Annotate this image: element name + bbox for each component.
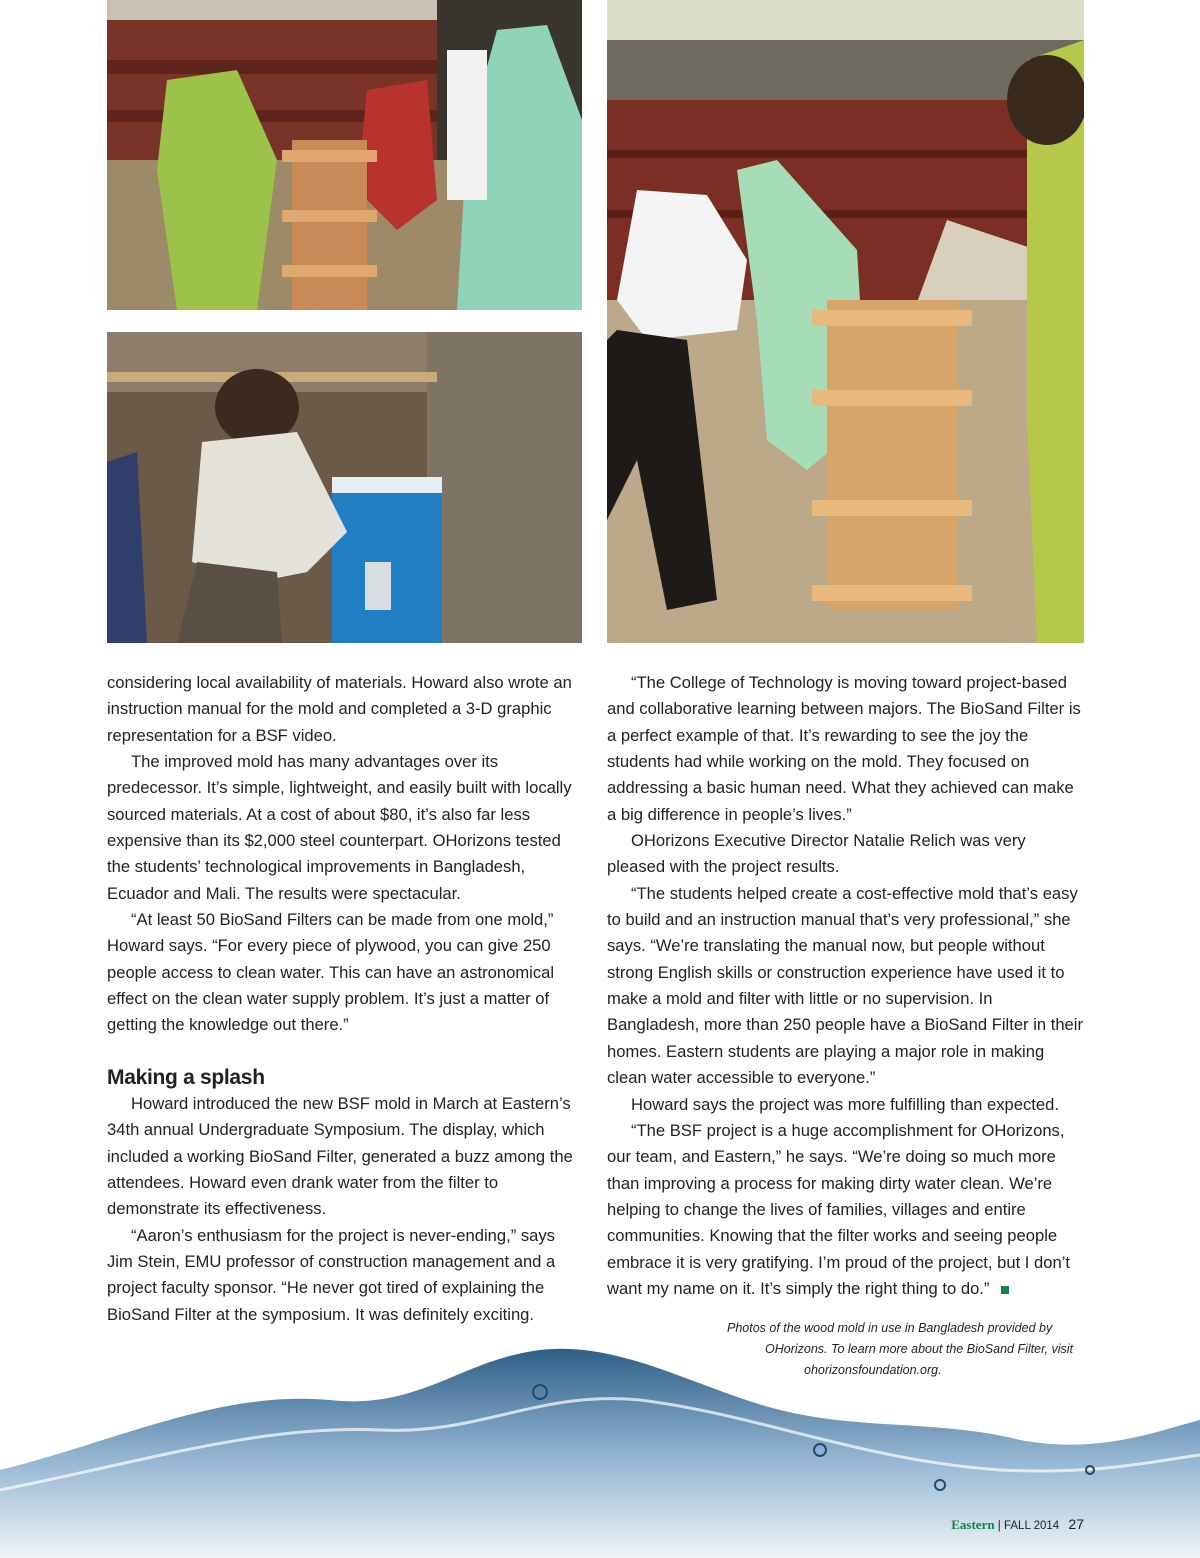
photo-top-left-image [107, 0, 582, 310]
right-paragraph-5 [607, 1118, 1087, 1302]
right-paragraph-4: Howard says the project was more fulfilling than expected. [631, 1094, 1059, 1114]
photo-bottom-left [107, 332, 582, 643]
left-paragraph-3: “At least 50 BioSand Filters can be made from one mold,” Howard says. “For every piece of plywood, you can give 250 people access to clean water. This can have an astronomical effect on the clean water supply problem. It’s just a matter of getting the knowledge out there.” [107, 910, 555, 1035]
right-column [607, 670, 1087, 1302]
left-paragraph-2: The improved mold has many advantages over its predecessor. It’s simple, lightweight, and easily built with locally sourced materials. At a cost of about $80, it’s also far less expensive than its $2,000 steel counterpart. OHorizons tested the students’ technological improvements in Bangladesh, Ecuador and Mali. The results were spectacular. [107, 752, 572, 903]
right-paragraph-2: OHorizons Executive Director Natalie Relich was very pleased with the project results. [607, 831, 1026, 877]
photo-bottom-left-image [107, 332, 582, 643]
photo-right-image [607, 0, 1084, 643]
end-mark-icon [1001, 1286, 1009, 1294]
photo-caption [700, 1318, 1080, 1381]
photo-right [607, 0, 1084, 643]
left-column [107, 670, 585, 1328]
magazine-name: Eastern [951, 1517, 995, 1532]
photo-top-left [107, 0, 582, 310]
right-paragraph-3: “The students helped create a cost-effective mold that’s easy to build and an instruction manual that’s very professional,” she says. “We’re translating the manual now, but people without strong English skills or construction experience have used it to make a mold and filter with little or no supervision. In Bangladesh, more than 250 people have a BioSand Filter in their homes. Eastern students are playing a major role in making clean water accessible to everyone.” [607, 883, 1084, 1088]
left-paragraph-4: Howard introduced the new BSF mold in March at Eastern’s 34th annual Undergraduate Symposium. The display, which included a working BioSand Filter, generated a buzz among the attendees. Howard even drank water from the filter to demonstrate its effectiveness. [107, 1093, 573, 1219]
caption-line-3: ohorizonsfoundation.org. [804, 1363, 942, 1377]
section-heading: Making a splash [107, 1065, 265, 1089]
right-paragraph-5-text: “The BSF project is a huge accomplishment for OHorizons, our team, and Eastern,” he says. “We’re doing so much more than improving a process for making dirty water clean. We’re helping to change the lives of families, villages and entire communities. Knowing that the filter works and seeing people embrace it is very gratifying. I’m proud of the project, but I don’t want my name on it. It’s simply the right thing to do.” [607, 1120, 1070, 1298]
caption-line-1: Photos of the wood mold in use in Bangladesh provided by [727, 1321, 1053, 1335]
left-paragraph-1: considering local availability of materials. Howard also wrote an instruction manual for the mold and completed a 3-D graphic representation for a BSF video. [107, 673, 572, 745]
right-paragraph-1: “The College of Technology is moving toward project-based and collaborative learning between majors. The BioSand Filter is a perfect example of that. It’s rewarding to see the joy the students had while working on the mold. They focused on addressing a basic human need. What they achieved can make a big difference in people’s lives.” [607, 673, 1081, 824]
issue-label: FALL 2014 [1004, 1520, 1060, 1532]
folio-separator: | [997, 1520, 1001, 1532]
page-number: 27 [1068, 1516, 1084, 1532]
caption-line-2: OHorizons. To learn more about the BioSand Filter, visit [765, 1342, 1074, 1356]
page-folio [951, 1516, 1084, 1533]
left-paragraph-5: “Aaron’s enthusiasm for the project is never-ending,” says Jim Stein, EMU professor of construction management and a project faculty sponsor. “He never got tired of explaining the BioSand Filter at the symposium. It was definitely exciting. [107, 1225, 556, 1324]
